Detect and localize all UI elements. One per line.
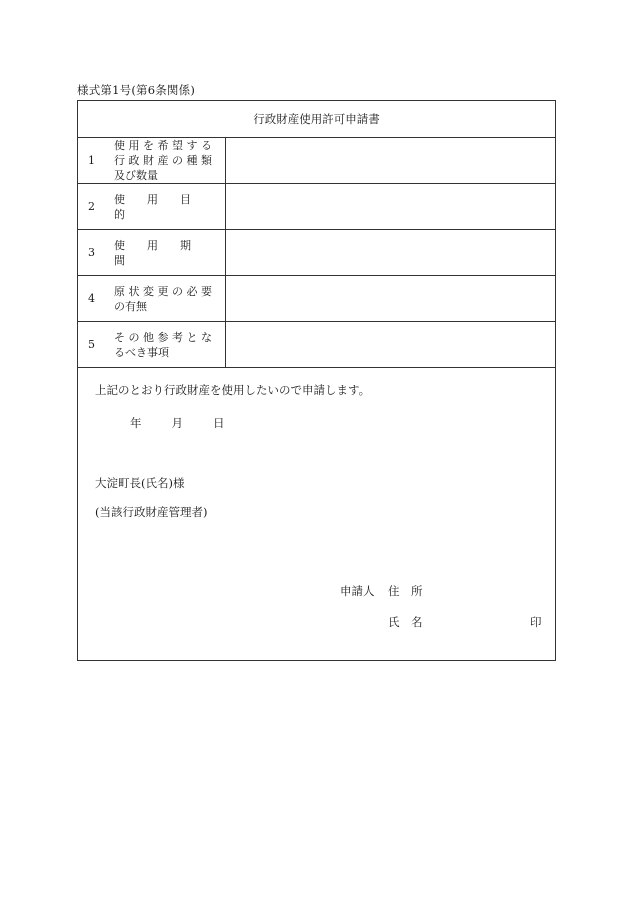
addressee-note: (当該行政財産管理者) [95,505,208,519]
row-label-line: 行 政 財 産 の 種 類 [114,154,212,167]
date-day: 日 [213,416,225,430]
row-label-line: 及び数量 [114,169,158,182]
row-label-line: るべき事項 [114,345,169,359]
row-label-line: そ の 他 参 考 と な [114,330,212,344]
form-number-label: 様式第1号(第6条関係) [77,83,196,97]
date-line [130,415,225,431]
form-row-alteration [78,276,555,322]
form-row-other-notes [78,322,555,368]
row-label-line: 原 状 変 更 の 必 要 [114,284,212,298]
row-number: 4 [88,292,95,305]
row-number: 5 [88,338,95,351]
purpose-field[interactable] [226,184,555,229]
row-label: 使 用 目 的 [114,192,213,221]
row-label-line: の有無 [114,299,147,313]
form-title: 行政財産使用許可申請書 [78,101,555,138]
declaration-text: 上記のとおり行政財産を使用したいので申請します。 [95,383,371,397]
addressee: 大淀町長(氏名)様 [95,476,185,490]
seal-mark: 印 [530,615,542,629]
other-notes-field[interactable] [226,322,555,367]
period-field[interactable] [226,230,555,275]
applicant-label: 申請人 [340,584,375,598]
row-number: 3 [88,246,95,259]
date-year: 年 [130,416,142,430]
row-number: 2 [88,200,95,213]
form-row-purpose [78,184,555,230]
property-type-field[interactable] [226,138,555,183]
applicant-name-label: 氏 名 [388,615,423,629]
application-form [77,100,556,661]
date-month: 月 [171,416,183,430]
row-number: 1 [88,154,95,167]
form-row-property-type [78,138,555,184]
alteration-field[interactable] [226,276,555,321]
row-label: 使 用 期 間 [114,238,213,267]
row-label-line: 使 用 を 希 望 す る [114,139,212,152]
row-label [114,138,220,183]
applicant-address-label: 住 所 [388,584,423,598]
form-row-period [78,230,555,276]
row-label [114,322,220,367]
row-label [114,276,220,321]
